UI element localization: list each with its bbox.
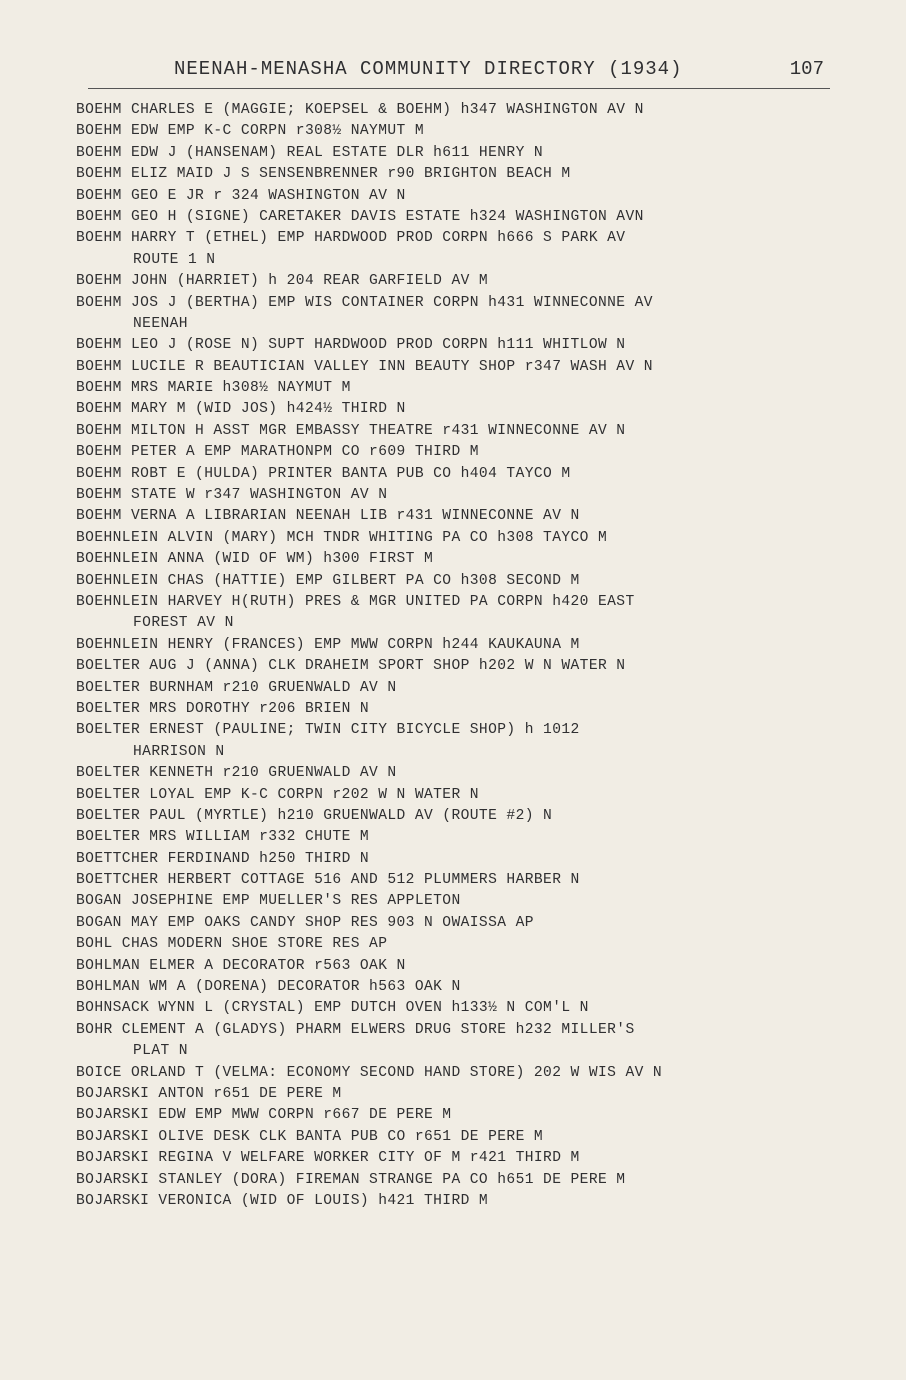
directory-entry: BOEHM CHARLES E (MAGGIE; KOEPSEL & BOEHM) h347 WASHINGTON AV N bbox=[76, 102, 644, 118]
directory-entry: BOHR CLEMENT A (GLADYS) PHARM ELWERS DRUG STORE h232 MILLER'S bbox=[76, 1021, 635, 1038]
page-number: 107 bbox=[789, 58, 824, 80]
directory-entry: BOEHM LEO J (ROSE N) SUPT HARDWOOD PROD CORPN h111 WHITLOW N bbox=[76, 337, 626, 354]
directory-entry: BOEHM MILTON H ASST MGR EMBASSY THEATRE r431 WINNECONNE AV N bbox=[76, 422, 626, 439]
directory-entry: BOELTER AUG J (ANNA) CLK DRAHEIM SPORT SHOP h202 W N WATER N bbox=[76, 658, 626, 675]
directory-entry: BOEHM EDW EMP K-C CORPN r308½ NAYMUT M bbox=[76, 123, 424, 140]
directory-entry: BOHLMAN ELMER A DECORATOR r563 OAK N bbox=[76, 957, 406, 974]
directory-entry: BOETTCHER FERDINAND h250 THIRD N bbox=[76, 850, 370, 867]
directory-entry: BOEHM JOHN (HARRIET) h 204 REAR GARFIELD AV M bbox=[76, 273, 489, 290]
directory-entry: BOEHNLEIN CHAS (HATTIE) EMP GILBERT PA CO h308 SECOND M bbox=[76, 572, 580, 589]
directory-entry: BOELTER BURNHAM r210 GRUENWALD AV N bbox=[76, 679, 397, 696]
directory-entry-continuation: NEENAH bbox=[133, 315, 188, 332]
header-rule bbox=[88, 88, 830, 89]
directory-entry: BOELTER PAUL (MYRTLE) h210 GRUENWALD AV (ROUTE #2) N bbox=[76, 807, 553, 824]
directory-entry: BOJARSKI EDW EMP MWW CORPN r667 DE PERE M bbox=[76, 1107, 452, 1124]
directory-entry: BOEHM GEO H (SIGNE) CARETAKER DAVIS ESTATE h324 WASHINGTON AVN bbox=[76, 208, 644, 225]
directory-entry: BOJARSKI ANTON r651 DE PERE M bbox=[76, 1085, 342, 1102]
directory-entry: BOICE ORLAND T (VELMA: ECONOMY SECOND HAND STORE) 202 W WIS AV N bbox=[76, 1064, 663, 1081]
directory-entries bbox=[76, 100, 866, 1212]
directory-entry-continuation: ROUTE 1 N bbox=[133, 251, 216, 268]
directory-entry-continuation: HARRISON N bbox=[133, 743, 225, 760]
directory-entry: BOHL CHAS MODERN SHOE STORE RES AP bbox=[76, 936, 388, 953]
directory-entry: BOEHM EDW J (HANSENAM) REAL ESTATE DLR h611 HENRY N bbox=[76, 144, 544, 161]
directory-entry: BOELTER LOYAL EMP K-C CORPN r202 W N WATER N bbox=[76, 786, 479, 803]
directory-entry: BOGAN MAY EMP OAKS CANDY SHOP RES 903 N OWAISSA AP bbox=[76, 914, 534, 931]
directory-entry: BOELTER MRS WILLIAM r332 CHUTE M bbox=[76, 829, 370, 846]
directory-entry: BOEHM MARY M (WID JOS) h424½ THIRD N bbox=[76, 401, 406, 418]
directory-entry: BOJARSKI REGINA V WELFARE WORKER CITY OF M r421 THIRD M bbox=[76, 1150, 580, 1167]
directory-entry: BOELTER MRS DOROTHY r206 BRIEN N bbox=[76, 700, 370, 717]
directory-entry: BOEHNLEIN ANNA (WID OF WM) h300 FIRST M bbox=[76, 551, 434, 568]
directory-entry: BOETTCHER HERBERT COTTAGE 516 AND 512 PLUMMERS HARBER N bbox=[76, 872, 580, 889]
page-header bbox=[88, 56, 828, 86]
directory-entry: BOEHM LUCILE R BEAUTICIAN VALLEY INN BEAUTY SHOP r347 WASH AV N bbox=[76, 358, 653, 375]
page-title: NEENAH-MENASHA COMMUNITY DIRECTORY (1934) bbox=[174, 58, 683, 80]
directory-entry: BOELTER KENNETH r210 GRUENWALD AV N bbox=[76, 765, 397, 782]
directory-entry: BOEHM HARRY T (ETHEL) EMP HARDWOOD PROD CORPN h666 S PARK AV bbox=[76, 230, 626, 247]
directory-entry: BOEHM ELIZ MAID J S SENSENBRENNER r90 BRIGHTON BEACH M bbox=[76, 166, 571, 183]
directory-entry: BOEHM PETER A EMP MARATHONPM CO r609 THIRD M bbox=[76, 444, 479, 461]
directory-entry: BOEHNLEIN HARVEY H(RUTH) PRES & MGR UNITED PA CORPN h420 EAST bbox=[76, 593, 635, 610]
directory-entry: BOJARSKI VERONICA (WID OF LOUIS) h421 THIRD M bbox=[76, 1192, 489, 1209]
directory-entry: BOEHNLEIN HENRY (FRANCES) EMP MWW CORPN h244 KAUKAUNA M bbox=[76, 636, 580, 653]
directory-entry: BOJARSKI STANLEY (DORA) FIREMAN STRANGE PA CO h651 DE PERE M bbox=[76, 1171, 626, 1188]
directory-entry: BOJARSKI OLIVE DESK CLK BANTA PUB CO r651 DE PERE M bbox=[76, 1128, 544, 1145]
directory-entry-continuation: PLAT N bbox=[133, 1043, 188, 1060]
directory-entry-continuation: FOREST AV N bbox=[133, 615, 234, 632]
directory-entry: BOEHM VERNA A LIBRARIAN NEENAH LIB r431 WINNECONNE AV N bbox=[76, 508, 580, 525]
directory-entry: BOEHM ROBT E (HULDA) PRINTER BANTA PUB CO h404 TAYCO M bbox=[76, 465, 571, 482]
directory-entry: BOGAN JOSEPHINE EMP MUELLER'S RES APPLETON bbox=[76, 893, 461, 910]
directory-entry: BOEHM JOS J (BERTHA) EMP WIS CONTAINER CORPN h431 WINNECONNE AV bbox=[76, 294, 653, 311]
directory-entry: BOELTER ERNEST (PAULINE; TWIN CITY BICYCLE SHOP) h 1012 bbox=[76, 722, 580, 739]
directory-entry: BOEHM GEO E JR r 324 WASHINGTON AV N bbox=[76, 187, 406, 204]
directory-entry: BOEHM STATE W r347 WASHINGTON AV N bbox=[76, 487, 388, 504]
directory-entry: BOEHNLEIN ALVIN (MARY) MCH TNDR WHITING PA CO h308 TAYCO M bbox=[76, 529, 608, 546]
directory-entry: BOHLMAN WM A (DORENA) DECORATOR h563 OAK N bbox=[76, 979, 461, 996]
directory-entry: BOHNSACK WYNN L (CRYSTAL) EMP DUTCH OVEN h133½ N COM'L N bbox=[76, 1000, 589, 1017]
directory-entry: BOEHM MRS MARIE h308½ NAYMUT M bbox=[76, 380, 351, 397]
